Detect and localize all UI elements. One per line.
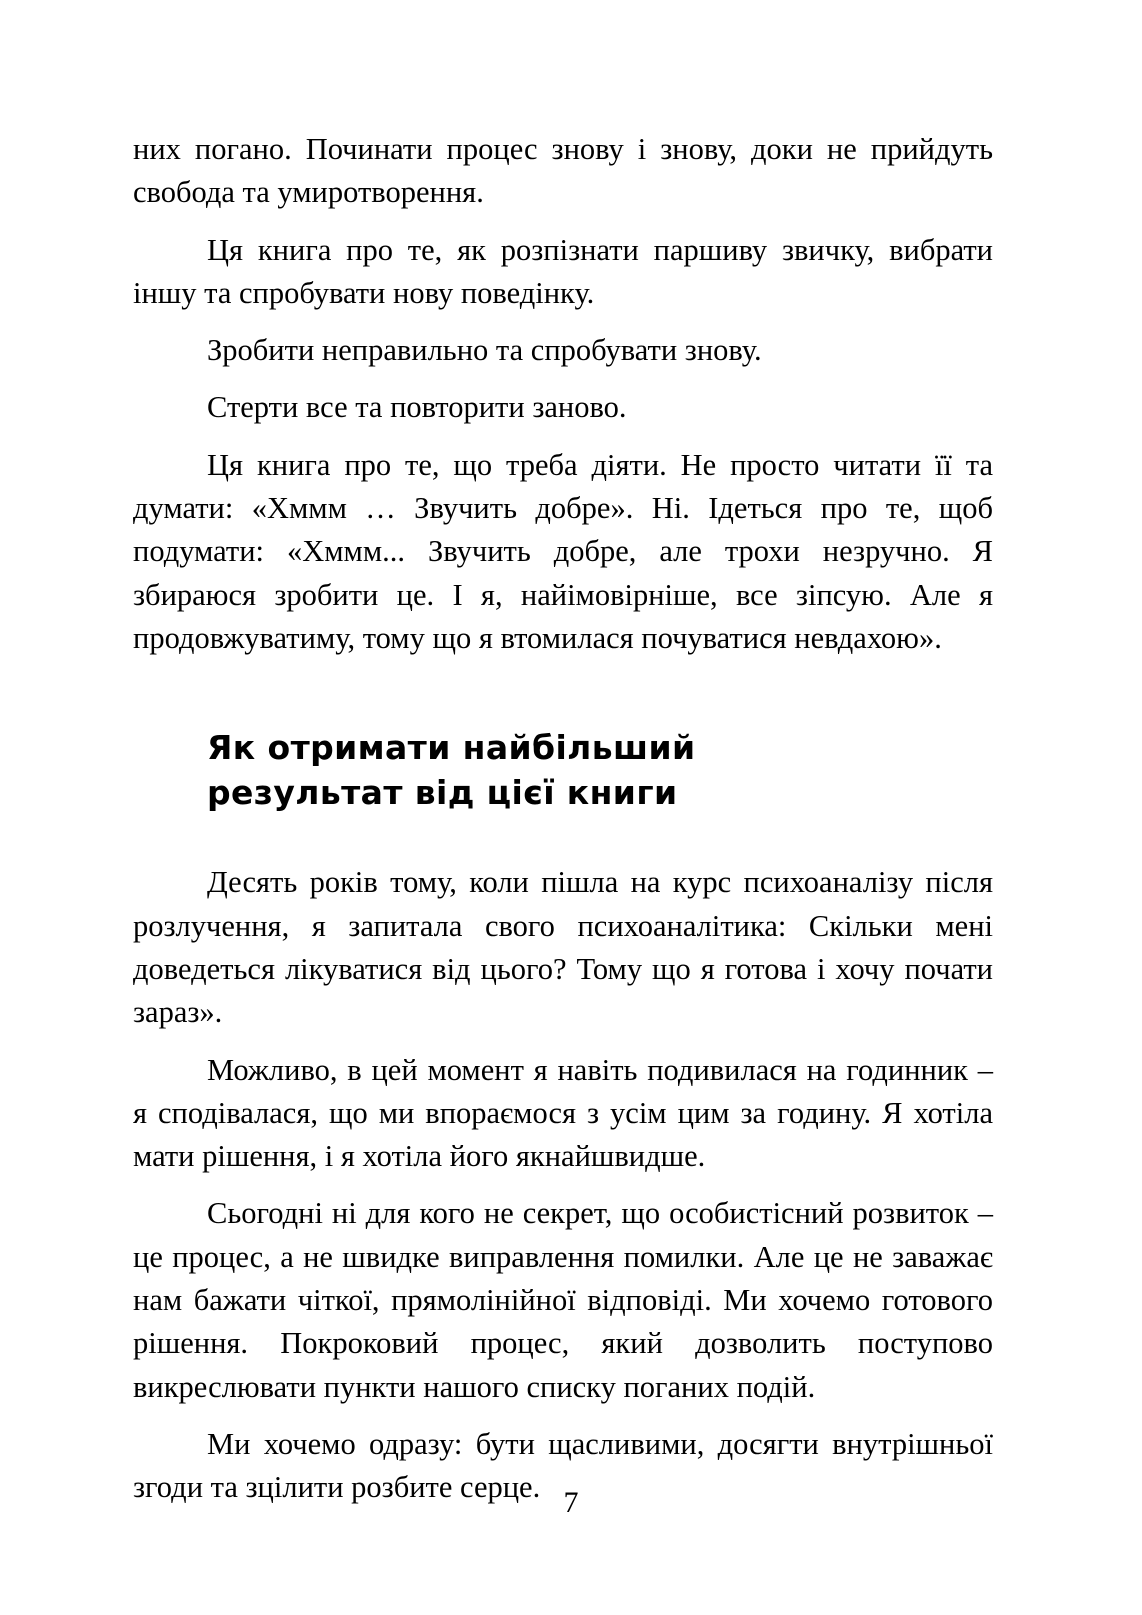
paragraph: Ця книга про те, що треба діяти. Не просто читати її та думати: «Хммм … Звучить добре». Ні. Ідеться про те, щоб подумати: «Хммм... Звучить добре, але трохи незручно. Я збираюся зробити це. І я, найімовірніше, все зіпсую. Але я продовжуватиму, тому що я втомилася почуватися невдахою».	[133, 447, 993, 655]
section-heading-line-1: Як отримати найбільший	[207, 728, 696, 768]
section-heading	[133, 726, 847, 815]
paragraph: Можливо, в цей момент я навіть подивилася на годинник – я сподівалася, що ми впораємося з усім цим за годину. Я хотіла мати рішення, і я хотіла його якнайшвидше.	[133, 1052, 993, 1174]
paragraph: Сьогодні ні для кого не секрет, що особистісний розвиток – це процес, а не швидке виправлення помилки. Але це не заважає нам бажати чіткої, прямолінійної відповіді. Ми хочемо готового рішення. Покроковий процес, який дозволить поступово викреслювати пункти нашого списку поганих подій.	[133, 1196, 993, 1404]
paragraph: Десять років тому, коли пішла на курс психоаналізу після розлучення, я запитала свого психоаналітика: Скільки мені доведеться лікуватися від цього? Тому що я готова і хочу почати зараз».	[133, 865, 993, 1030]
paragraph: Зробити неправильно та спробувати знову.	[207, 333, 762, 368]
page-number: 7	[563, 1486, 579, 1519]
paragraph: Ми хочемо одразу: бути щасливими, досягти внутрішньої згоди та зцілити розбите серце.	[133, 1426, 993, 1505]
paragraph: Стерти все та повторити заново.	[207, 390, 627, 425]
paragraph: Ця книга про те, як розпізнати паршиву звичку, вибрати іншу та спробувати нову поведінку.	[133, 232, 993, 310]
paragraph: них погано. Починати процес знову і знову, доки не прийдуть свобода та умиротворення.	[133, 132, 993, 210]
page-content	[133, 128, 993, 1510]
section-heading-line-2: результат від цієї книги	[207, 772, 678, 812]
